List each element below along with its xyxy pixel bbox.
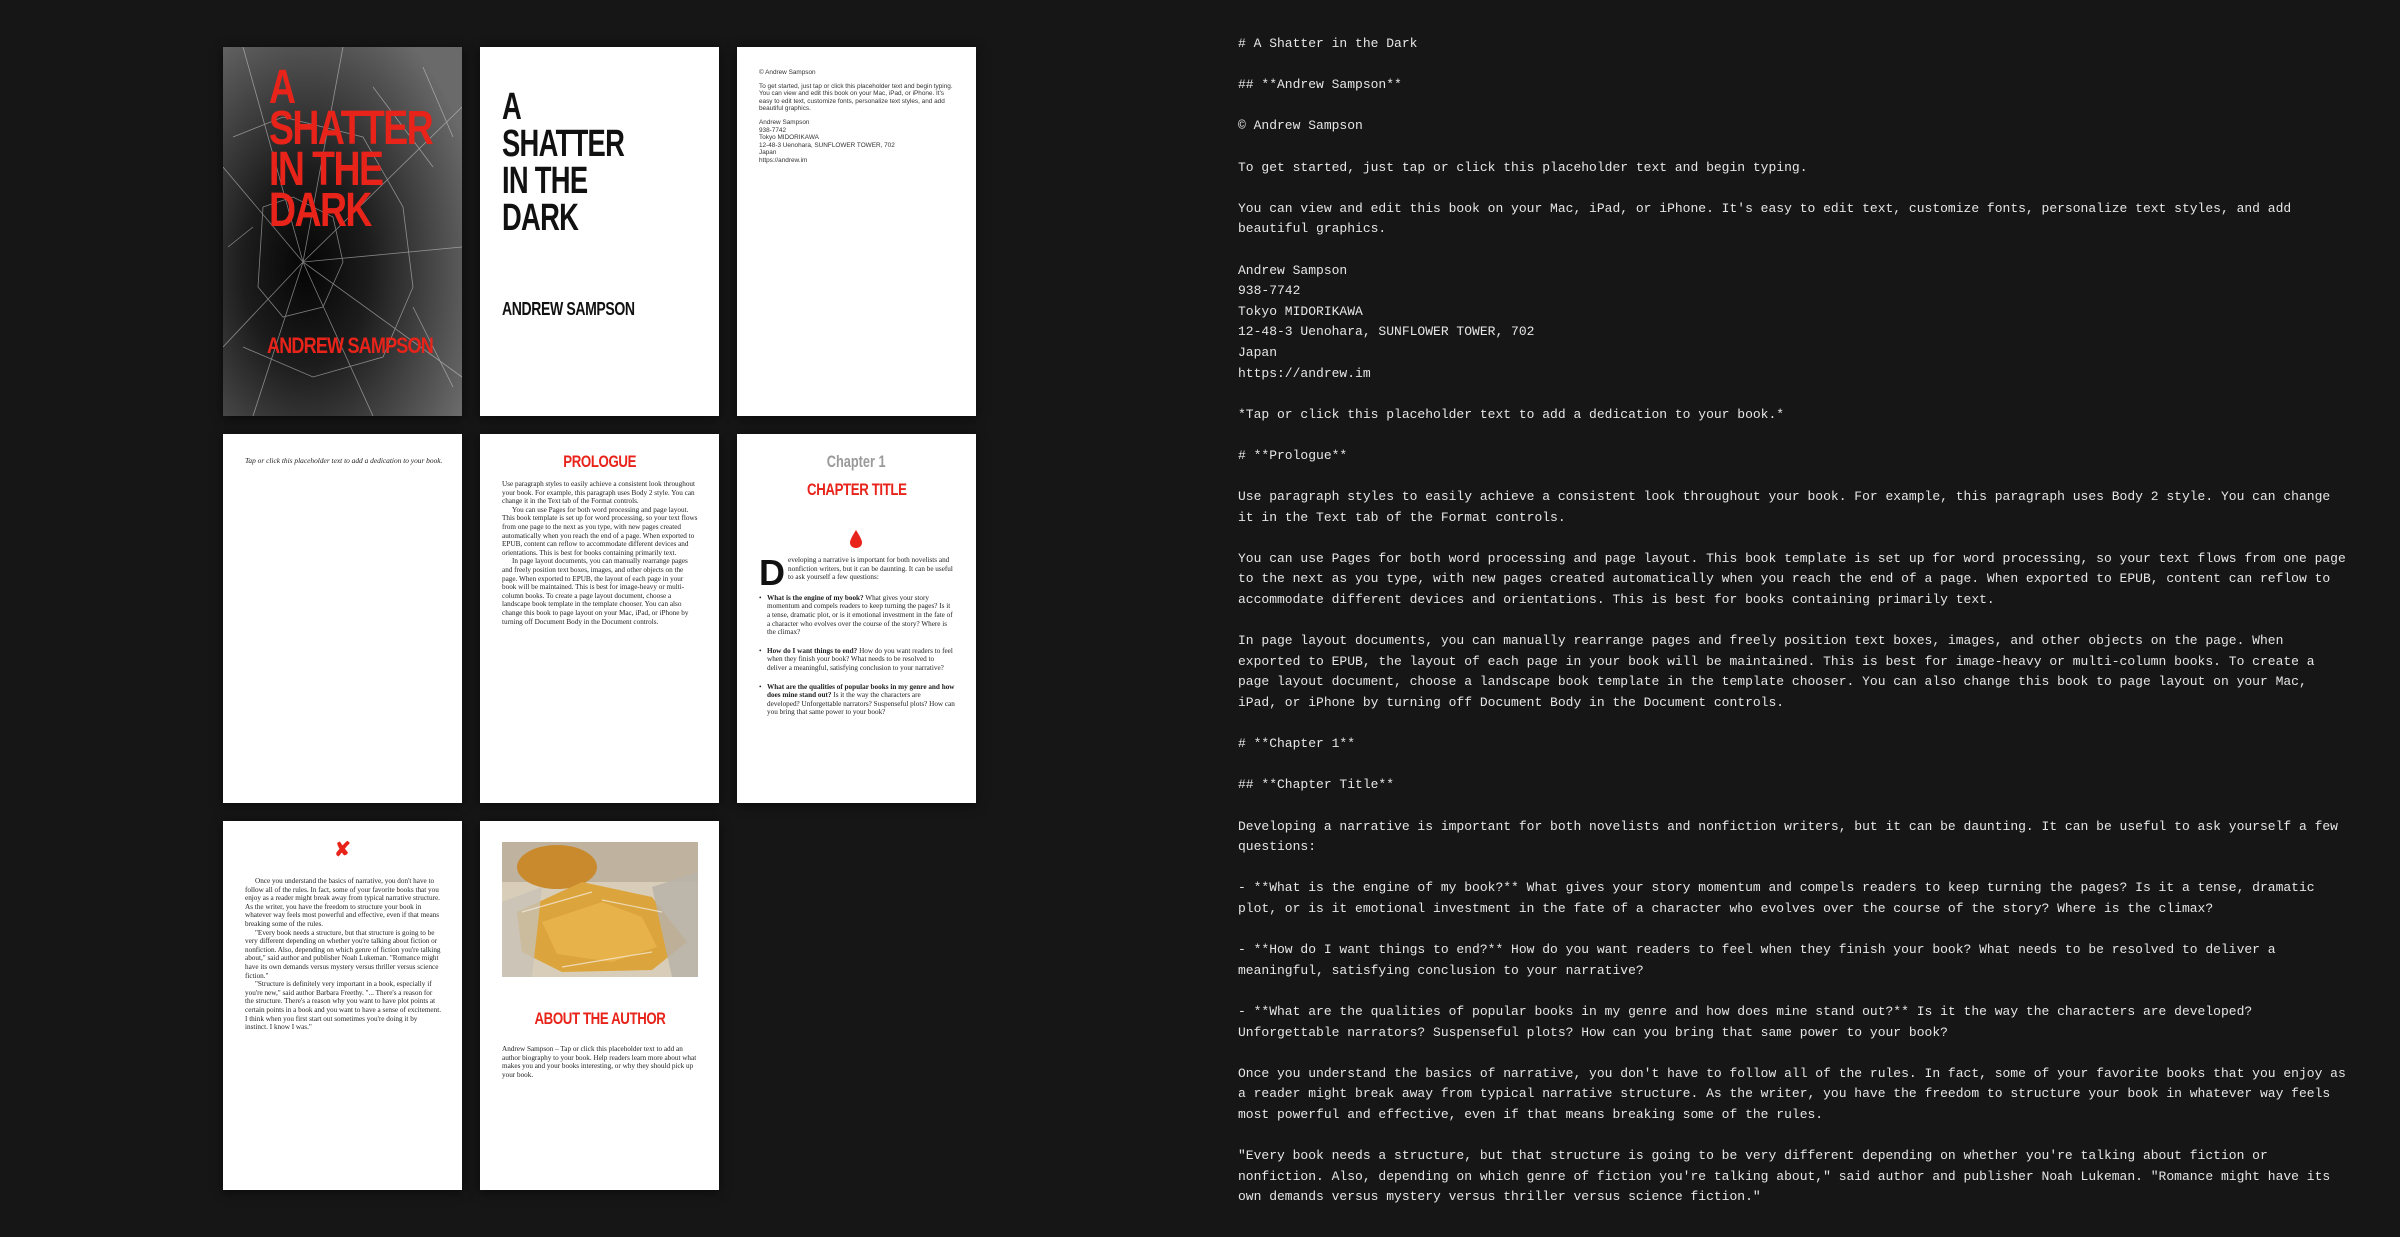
list-item: • How do I want things to end? How do you want readers to feel when they finish your book? What needs to be resolved to deliver a meaningful, satisfying conclusion to your narrative?	[767, 647, 955, 673]
md-line: ## **Andrew Sampson**	[1238, 77, 1402, 93]
address-line: Andrew Sampson	[759, 118, 810, 126]
prologue-body	[502, 480, 698, 626]
author-photo-image[interactable]	[502, 842, 698, 977]
chapter-title: CHAPTER TITLE	[806, 480, 907, 499]
address-line: https://andrew.im	[759, 156, 808, 164]
chapter-number: Chapter 1	[827, 452, 886, 471]
copyright-intro-2: You can view and edit this book on your Mac, iPad, or iPhone. It's easy to edit text, customize fonts, personalize text styles, and add beautiful graphics.	[759, 90, 945, 113]
md-line: - **What is the engine of my book?** What gives your story momentum and compels readers to keep turning the pages? Is it a tense, dramatic plot, or is it emotional investment in the fate of a character who evolves over the course of the story? Where is the climax?	[1238, 880, 2323, 916]
paragraph: You can use Pages for both word processing and page layout. This book template is set up for word processing, so your text flows from one page to the next as you type, with new pages created automatically when you reach the end of a page. When exported to EPUB, content can reflow to accommodate different devices and orientations. This is best for books containing primarily text.	[502, 505, 698, 557]
copyright-block	[759, 69, 959, 165]
about-heading: ABOUT THE AUTHOR	[533, 1009, 666, 1028]
title-page-title: A SHATTER IN THE DARK	[502, 86, 625, 239]
md-line: # **Chapter 1**	[1238, 736, 1356, 752]
drop-ornament-icon	[849, 529, 863, 549]
prologue-heading: PROLOGUE	[563, 452, 636, 471]
list-item: • What are the qualities of popular books in my genre and how does mine stand out? Is it the way the characters are developed? Unforgettable narrators? Suspenseful plots? How can you bring that same power to your book?	[767, 683, 955, 717]
chapter-body	[759, 552, 955, 727]
cover-page[interactable]	[223, 47, 462, 416]
title-page-author: ANDREW SAMPSON	[502, 299, 635, 319]
md-line: In page layout documents, you can manually rearrange pages and freely position text boxes, images, and other objects on the page. When exported to EPUB, the layout of each page in your book will be maintained. This is best for image-heavy or multi-column books. To create a page layout document, choose a landscape book template in the template chooser. You can also change this book to page layout on your Mac, iPad, or iPhone by turning off Document Body in the Document controls.	[1238, 633, 2323, 710]
md-line: You can view and edit this book on your Mac, iPad, or iPhone. It's easy to edit text, customize fonts, personalize text styles, and add beautiful graphics.	[1238, 200, 2299, 237]
md-line: - **How do I want things to end?** How do you want readers to feel when they finish your book? What needs to be resolved to deliver a meaningful, satisfying conclusion to your narrative?	[1238, 942, 2284, 978]
markdown-editor[interactable]	[1238, 34, 2354, 1228]
address-line: Tokyo MIDORIKAWA	[759, 134, 819, 142]
address-block	[759, 119, 959, 165]
address-line: 938-7742	[759, 126, 787, 134]
md-line: "Every book needs a structure, but that structure is going to be very different depending on whether you're talking about fiction or nonfiction. Also, depending on which genre of fiction you're talking about," said author and publisher Noah Lukeman. "Romance might have its own demands versus mystery versus thriller versus science fiction."	[1238, 1148, 2338, 1205]
section-break-icon: ✘	[334, 839, 351, 861]
chapter-page[interactable]	[737, 434, 976, 803]
md-line: Use paragraph styles to easily achieve a consistent look throughout your book. For example, this paragraph uses Body 2 style. You can change it in the Text tab of the Format controls.	[1238, 489, 2338, 525]
md-line: Once you understand the basics of narrative, you don't have to follow all of the rules. In fact, some of your favorite books that you enjoy as a reader might break away from typical narrative structure. As the writer, you have the freedom to structure your book in whatever way feels most powerful and effective, even if that means breaking some of the rules.	[1238, 1065, 2354, 1122]
copyright-intro-1: To get started, just tap or click this placeholder text and begin typing.	[759, 82, 953, 90]
paragraph: Once you understand the basics of narrative, you don't have to follow all of the rules. In fact, some of your favorite books that you enjoy as a reader might break away from typical narrative structure. As the writer, you have the freedom to structure your book in whatever way feels most powerful and effective, even if that means breaking some of the rules.	[245, 877, 440, 928]
chapter-intro: Developing a narrative is important for both novelists and nonfiction writers, but it can be daunting. It can be useful to ask yourself a few questions:	[759, 552, 953, 593]
paragraph: "Every book needs a structure, but that structure is going to be very different depending on whether you're talking about fiction or nonfiction. Also, depending on which genre of fiction you're talking about," said author and publisher Noah Lukeman. "Romance might have its own demands versus mystery versus thriller versus science fiction."	[245, 928, 441, 980]
prologue-page[interactable]	[480, 434, 719, 803]
title-page[interactable]	[480, 47, 719, 416]
dedication-page[interactable]	[223, 434, 462, 803]
cover-author: ANDREW SAMPSON	[267, 333, 433, 358]
md-line: *Tap or click this placeholder text to add a dedication to your book.*	[1238, 406, 1785, 422]
md-line: # **Prologue**	[1238, 447, 1348, 463]
md-line: Developing a narrative is important for both novelists and nonfiction writers, but it can be daunting. It can be useful to ask yourself a few questions:	[1238, 818, 2346, 855]
md-line: # A Shatter in the Dark	[1238, 36, 1418, 51]
dedication-text: Tap or click this placeholder text to add a dedication to your book.	[245, 456, 443, 465]
copyright-line: © Andrew Sampson	[759, 69, 816, 76]
md-line: To get started, just tap or click this placeholder text and begin typing.	[1238, 159, 1808, 175]
md-line: © Andrew Sampson	[1238, 118, 1363, 134]
list-item: • What is the engine of my book? What gives your story momentum and compels readers to keep turning the pages? Is it a tense, dramatic plot, or is it emotional investment in the fate of a character who evolves over the course of the story? Where is the climax?	[767, 594, 955, 637]
md-line: You can use Pages for both word processing and page layout. This book template is set up for word processing, so your text flows from one page to the next as you type, with new pages created automatically when you reach the end of a page. When exported to EPUB, content can reflow to accommodate different devices and orientations. This is best for books containing primarily text.	[1238, 550, 2354, 608]
about-author-page[interactable]	[480, 821, 719, 1190]
question-list	[759, 594, 955, 717]
md-line: - **What are the qualities of popular books in my genre and how does mine stand out?** Is it the way the characters are developed? Unforgettable narrators? Suspenseful plots? How can you bring that same power to your book?	[1238, 1003, 2260, 1040]
cover-title: A SHATTER IN THE DARK	[269, 61, 433, 237]
copyright-page[interactable]	[737, 47, 976, 416]
paragraph: Use paragraph styles to easily achieve a consistent look throughout your book. For example, this paragraph uses Body 2 style. You can change it in the Text tab of the Format controls.	[502, 480, 696, 506]
md-line: ## **Chapter Title**	[1238, 777, 1395, 793]
drop-cap: D	[759, 552, 785, 593]
paragraph: "Structure is definitely very important in a book, especially if you're new," said author Barbara Freethy. "... There's a reason for the structure. There's a reason why you want to have plot points at certain points in a book and you want to have a sense of excitement. I think when you first start out sometimes you're doing it by instinct. I know I was."	[245, 980, 441, 1032]
md-line: Andrew Sampson 938-7742 Tokyo MIDORIKAWA 12-48-3 Uenohara, SUNFLOWER TOWER, 702 Japan https://andrew.im	[1238, 262, 1535, 381]
address-line: Japan	[759, 149, 777, 157]
narrative-body	[245, 877, 441, 1032]
narrative-page[interactable]	[223, 821, 462, 1190]
about-text: Andrew Sampson – Tap or click this placeholder text to add an author biography to your book. Help readers learn more about what makes you and your books interesting, or why they should pick up your book.	[502, 1045, 697, 1079]
paragraph: In page layout documents, you can manually rearrange pages and freely position text boxes, images, and other objects on the page. When exported to EPUB, the layout of each page in your book will be maintained. This is best for image-heavy or multi-column books. To create a page layout document, choose a landscape book template in the template chooser. You can also change this book to page layout on your Mac, iPad, or iPhone by turning off Document Body in the Document controls.	[502, 557, 689, 626]
address-line: 12-48-3 Uenohara, SUNFLOWER TOWER, 702	[759, 141, 895, 149]
